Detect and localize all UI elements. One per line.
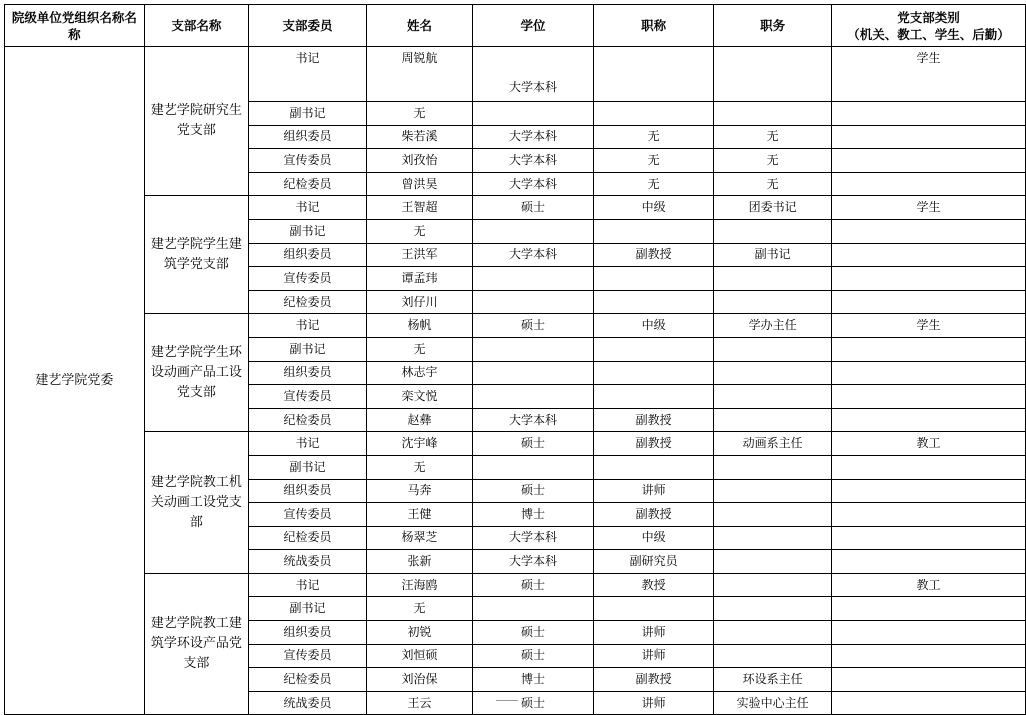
member-title-cell — [593, 267, 714, 291]
member-degree-cell: 硕士 — [473, 479, 594, 503]
branch-name-cell: 建艺学院教工建筑学环设产品党支部 — [144, 573, 249, 715]
member-title-cell — [593, 385, 714, 409]
member-degree-cell: 硕士 — [473, 314, 594, 338]
member-role-cell: 副书记 — [249, 102, 367, 126]
member-role-cell: 宣传委员 — [249, 503, 367, 527]
member-title-cell: 无 — [593, 125, 714, 149]
member-degree-cell: 大学本科 — [473, 172, 594, 196]
member-position-cell: 实验中心主任 — [714, 691, 832, 715]
branch-category-cell: 教工 — [831, 573, 1025, 597]
member-name-cell: 初锐 — [366, 621, 473, 645]
branch-category-cell — [831, 597, 1025, 621]
member-role-cell: 书记 — [249, 432, 367, 456]
member-title-cell: 中级 — [593, 314, 714, 338]
member-degree-cell — [473, 219, 594, 243]
member-degree-cell: 大学本科 — [473, 47, 594, 102]
branch-category-cell: 学生 — [831, 47, 1025, 102]
member-degree-cell: 博士 — [473, 503, 594, 527]
branch-category-cell — [831, 550, 1025, 574]
member-role-cell: 组织委员 — [249, 243, 367, 267]
table-row — [5, 47, 1026, 102]
member-title-cell: 讲师 — [593, 644, 714, 668]
member-degree-cell — [473, 290, 594, 314]
member-title-cell: 无 — [593, 172, 714, 196]
member-role-cell: 书记 — [249, 573, 367, 597]
member-title-cell — [593, 102, 714, 126]
branch-name-cell: 建艺学院学生建筑学党支部 — [144, 196, 249, 314]
member-name-cell: 栾文悦 — [366, 385, 473, 409]
member-position-cell — [714, 550, 832, 574]
member-title-cell — [593, 290, 714, 314]
member-name-cell: 柴若溪 — [366, 125, 473, 149]
member-position-cell: 团委书记 — [714, 196, 832, 220]
member-title-cell: 中级 — [593, 196, 714, 220]
branch-category-cell: 教工 — [831, 432, 1025, 456]
member-title-cell: 副教授 — [593, 408, 714, 432]
member-position-cell: 环设系主任 — [714, 668, 832, 692]
member-title-cell — [593, 361, 714, 385]
branch-category-cell — [831, 361, 1025, 385]
member-degree-cell — [473, 102, 594, 126]
member-degree-cell: 硕士 — [473, 691, 594, 715]
member-role-cell: 宣传委员 — [249, 385, 367, 409]
member-title-cell: 讲师 — [593, 691, 714, 715]
branch-name-cell: 建艺学院教工机关动画工设党支部 — [144, 432, 249, 574]
member-position-cell — [714, 573, 832, 597]
member-position-cell: 动画系主任 — [714, 432, 832, 456]
member-degree-cell: 大学本科 — [473, 243, 594, 267]
member-role-cell: 书记 — [249, 47, 367, 102]
member-degree-cell — [473, 337, 594, 361]
member-position-cell: 无 — [714, 172, 832, 196]
header-row — [5, 5, 1026, 47]
member-degree-cell: 硕士 — [473, 196, 594, 220]
member-name-cell: 赵彝 — [366, 408, 473, 432]
member-name-cell: 沈宇峰 — [366, 432, 473, 456]
member-role-cell: 书记 — [249, 314, 367, 338]
member-position-cell — [714, 597, 832, 621]
branch-category-cell — [831, 219, 1025, 243]
member-name-cell: 无 — [366, 219, 473, 243]
member-degree-cell: 硕士 — [473, 644, 594, 668]
member-role-cell: 统战委员 — [249, 550, 367, 574]
member-role-cell: 宣传委员 — [249, 149, 367, 173]
branch-name-cell: 建艺学院研究生党支部 — [144, 47, 249, 196]
member-position-cell — [714, 385, 832, 409]
branch-name-cell: 建艺学院学生环设动画产品工设党支部 — [144, 314, 249, 432]
member-role-cell: 纪检委员 — [249, 408, 367, 432]
member-title-cell: 讲师 — [593, 621, 714, 645]
member-name-cell: 曾洪昊 — [366, 172, 473, 196]
branch-category-cell — [831, 691, 1025, 715]
member-title-cell — [593, 597, 714, 621]
member-title-cell — [593, 337, 714, 361]
member-role-cell: 宣传委员 — [249, 644, 367, 668]
branch-category-cell — [831, 125, 1025, 149]
table-row — [5, 196, 1026, 220]
branch-category-cell — [831, 503, 1025, 527]
branch-category-cell: 学生 — [831, 196, 1025, 220]
member-role-cell: 纪检委员 — [249, 526, 367, 550]
table-row — [5, 432, 1026, 456]
member-name-cell: 王洪军 — [366, 243, 473, 267]
member-role-cell: 副书记 — [249, 597, 367, 621]
header-org: 院级单位党组织名称名称 — [5, 5, 145, 47]
member-name-cell: 刘仔川 — [366, 290, 473, 314]
header-branch: 支部名称 — [144, 5, 249, 47]
member-position-cell — [714, 361, 832, 385]
member-position-cell — [714, 621, 832, 645]
branch-category-cell — [831, 408, 1025, 432]
member-degree-cell — [473, 361, 594, 385]
member-name-cell: 无 — [366, 102, 473, 126]
member-title-cell — [593, 455, 714, 479]
member-name-cell: 马奔 — [366, 479, 473, 503]
member-degree-cell: 大学本科 — [473, 550, 594, 574]
member-role-cell: 组织委员 — [249, 361, 367, 385]
table-row — [5, 573, 1026, 597]
member-degree-cell — [473, 267, 594, 291]
member-title-cell: 副教授 — [593, 668, 714, 692]
branch-category-cell — [831, 644, 1025, 668]
member-degree-cell — [473, 597, 594, 621]
member-position-cell — [714, 526, 832, 550]
member-degree-cell: 大学本科 — [473, 526, 594, 550]
branch-category-cell — [831, 526, 1025, 550]
member-role-cell: 副书记 — [249, 219, 367, 243]
org-name-cell: 建艺学院党委 — [5, 47, 145, 715]
member-name-cell: 周锐航 — [366, 47, 473, 102]
header-category: 党支部类别 （机关、教工、学生、后勤） — [831, 5, 1025, 47]
branch-category-cell — [831, 337, 1025, 361]
header-title: 职称 — [593, 5, 714, 47]
member-position-cell — [714, 503, 832, 527]
member-position-cell — [714, 47, 832, 102]
member-name-cell: 无 — [366, 455, 473, 479]
member-name-cell: 杨翠芝 — [366, 526, 473, 550]
member-position-cell: 学办主任 — [714, 314, 832, 338]
member-position-cell — [714, 337, 832, 361]
header-name: 姓名 — [366, 5, 473, 47]
member-role-cell: 组织委员 — [249, 479, 367, 503]
branch-category-cell — [831, 102, 1025, 126]
member-title-cell: 无 — [593, 149, 714, 173]
branch-category-cell — [831, 172, 1025, 196]
member-title-cell: 副研究员 — [593, 550, 714, 574]
party-committee-table — [4, 4, 1026, 715]
header-position: 职务 — [714, 5, 832, 47]
header-degree: 学位 — [473, 5, 594, 47]
member-name-cell: 无 — [366, 337, 473, 361]
member-position-cell — [714, 644, 832, 668]
member-title-cell: 副教授 — [593, 503, 714, 527]
header-role: 支部委员 — [249, 5, 367, 47]
member-position-cell — [714, 219, 832, 243]
branch-category-cell — [831, 668, 1025, 692]
member-name-cell: 杨帆 — [366, 314, 473, 338]
member-degree-cell: 大学本科 — [473, 149, 594, 173]
member-name-cell: 王智超 — [366, 196, 473, 220]
branch-category-cell — [831, 455, 1025, 479]
branch-category-cell — [831, 290, 1025, 314]
page-mark — [496, 700, 518, 702]
table-row — [5, 314, 1026, 338]
member-name-cell: 刘孜怡 — [366, 149, 473, 173]
member-title-cell: 副教授 — [593, 432, 714, 456]
branch-category-cell — [831, 621, 1025, 645]
member-name-cell: 刘恒硕 — [366, 644, 473, 668]
member-degree-cell: 硕士 — [473, 573, 594, 597]
member-role-cell: 纪检委员 — [249, 290, 367, 314]
member-position-cell — [714, 267, 832, 291]
member-title-cell: 教授 — [593, 573, 714, 597]
branch-category-cell — [831, 243, 1025, 267]
member-role-cell: 副书记 — [249, 337, 367, 361]
branch-category-cell — [831, 479, 1025, 503]
branch-category-cell — [831, 385, 1025, 409]
branch-category-cell — [831, 149, 1025, 173]
member-position-cell: 无 — [714, 149, 832, 173]
member-title-cell: 讲师 — [593, 479, 714, 503]
member-position-cell — [714, 102, 832, 126]
member-role-cell: 统战委员 — [249, 691, 367, 715]
branch-category-cell — [831, 267, 1025, 291]
member-position-cell — [714, 408, 832, 432]
member-role-cell: 副书记 — [249, 455, 367, 479]
member-name-cell: 谭孟玮 — [366, 267, 473, 291]
member-position-cell — [714, 479, 832, 503]
member-degree-cell: 博士 — [473, 668, 594, 692]
member-position-cell: 无 — [714, 125, 832, 149]
member-role-cell: 纪检委员 — [249, 172, 367, 196]
member-name-cell: 无 — [366, 597, 473, 621]
member-position-cell — [714, 290, 832, 314]
member-name-cell: 刘治保 — [366, 668, 473, 692]
branch-category-cell: 学生 — [831, 314, 1025, 338]
member-name-cell: 汪海鸥 — [366, 573, 473, 597]
member-role-cell: 书记 — [249, 196, 367, 220]
member-title-cell — [593, 47, 714, 102]
member-title-cell: 中级 — [593, 526, 714, 550]
member-name-cell: 王健 — [366, 503, 473, 527]
member-degree-cell: 大学本科 — [473, 408, 594, 432]
member-name-cell: 王云 — [366, 691, 473, 715]
member-degree-cell — [473, 385, 594, 409]
member-degree-cell: 硕士 — [473, 432, 594, 456]
member-degree-cell: 大学本科 — [473, 125, 594, 149]
member-degree-cell: 硕士 — [473, 621, 594, 645]
member-name-cell: 张新 — [366, 550, 473, 574]
member-title-cell — [593, 219, 714, 243]
member-role-cell: 组织委员 — [249, 621, 367, 645]
member-position-cell: 副书记 — [714, 243, 832, 267]
member-role-cell: 组织委员 — [249, 125, 367, 149]
member-title-cell: 副教授 — [593, 243, 714, 267]
member-name-cell: 林志宇 — [366, 361, 473, 385]
member-role-cell: 宣传委员 — [249, 267, 367, 291]
member-position-cell — [714, 455, 832, 479]
member-degree-cell — [473, 455, 594, 479]
member-role-cell: 纪检委员 — [249, 668, 367, 692]
